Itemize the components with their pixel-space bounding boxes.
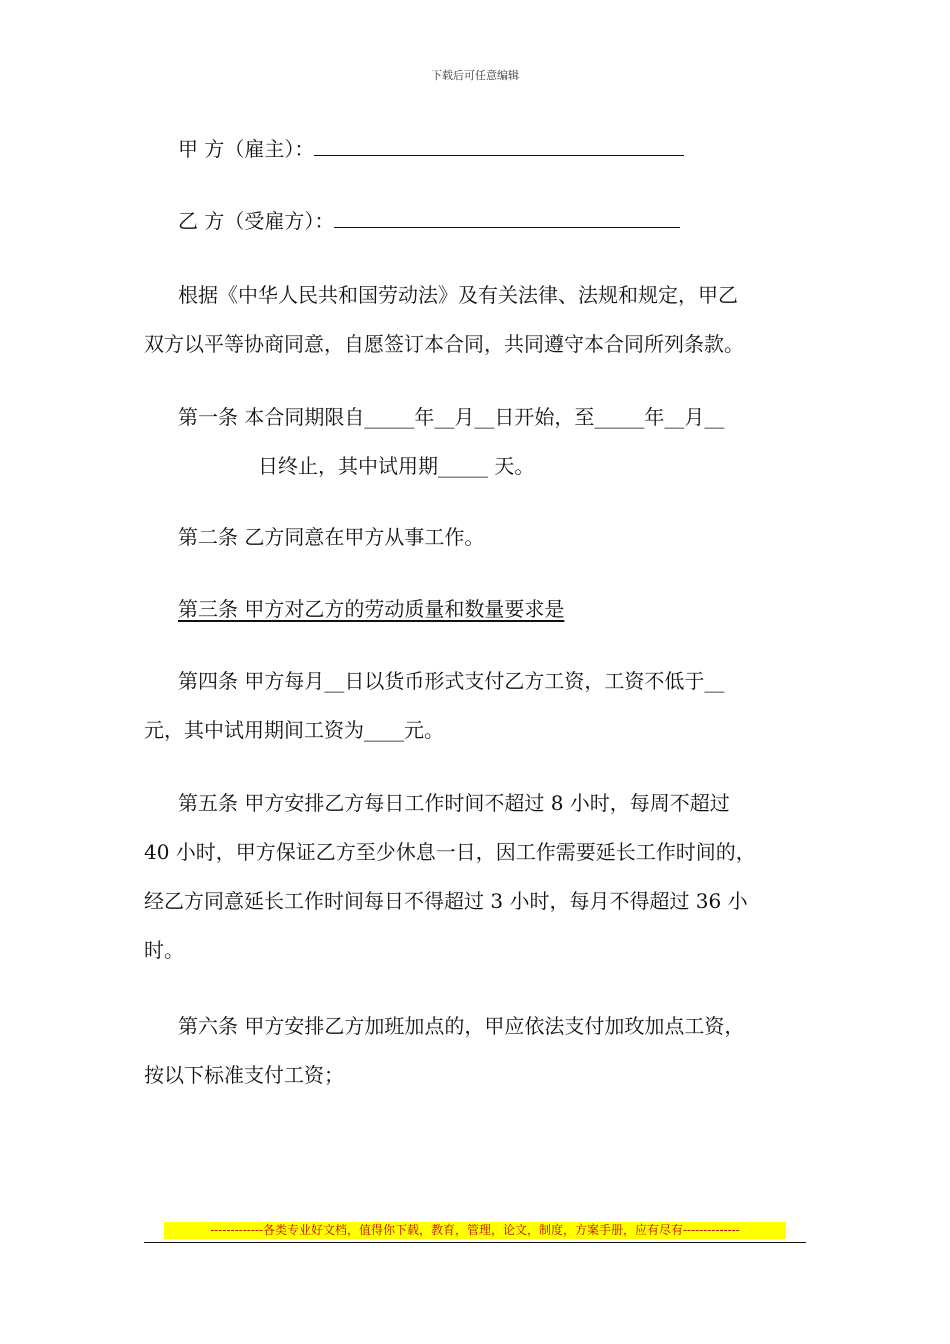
party-a-blank xyxy=(314,135,684,156)
article-4-line-1: 第四条 甲方每月__日以货币形式支付乙方工资，工资不低于__ xyxy=(178,669,725,693)
article-2: 第二条 乙方同意在甲方从事工作。 xyxy=(178,525,485,549)
article-4-line-2: 元，其中试用期间工资为____元。 xyxy=(144,718,444,742)
article-6-line-2: 按以下标准支付工资； xyxy=(144,1063,344,1087)
article-5-line-3: 经乙方同意延长工作时间每日不得超过 3 小时，每月不得超过 36 小 xyxy=(144,889,748,913)
party-b-label: 乙 方（受雇方）： xyxy=(178,209,335,233)
article-5-line-2: 40 小时，甲方保证乙方至少休息一日，因工作需要延长工作时间的， xyxy=(144,840,756,864)
article-6-line-1: 第六条 甲方安排乙方加班加点的，甲应依法支付加玫加点工资， xyxy=(178,1014,745,1038)
preamble-line-2: 双方以平等协商同意，自愿签订本合同，共同遵守本合同所列条款。 xyxy=(144,332,744,356)
header-note: 下载后可任意编辑 xyxy=(431,69,519,82)
party-a-line xyxy=(178,135,684,163)
article-3: 第三条 甲方对乙方的劳动质量和数量要求是 xyxy=(178,597,565,621)
article-5-line-4: 时。 xyxy=(144,938,184,962)
party-a-label: 甲 方（雇主）： xyxy=(178,137,315,161)
article-1-line-1: 第一条 本合同期限自_____年__月__日开始，至_____年__月__ xyxy=(178,405,725,429)
footer-banner: -------------各类专业好文档，值得你下载，教育，管理，论文，制度，方案手册，应有尽有-------------- xyxy=(164,1222,786,1239)
preamble-line-1: 根据《中华人民共和国劳动法》及有关法律、法规和规定，甲乙 xyxy=(178,283,738,307)
article-5-line-1: 第五条 甲方安排乙方每日工作时间不超过 8 小时，每周不超过 xyxy=(178,791,730,815)
party-b-blank xyxy=(334,207,680,228)
article-1-line-2: 日终止，其中试用期_____ 天。 xyxy=(258,454,535,478)
footer-divider xyxy=(144,1242,806,1243)
party-b-line xyxy=(178,207,680,235)
